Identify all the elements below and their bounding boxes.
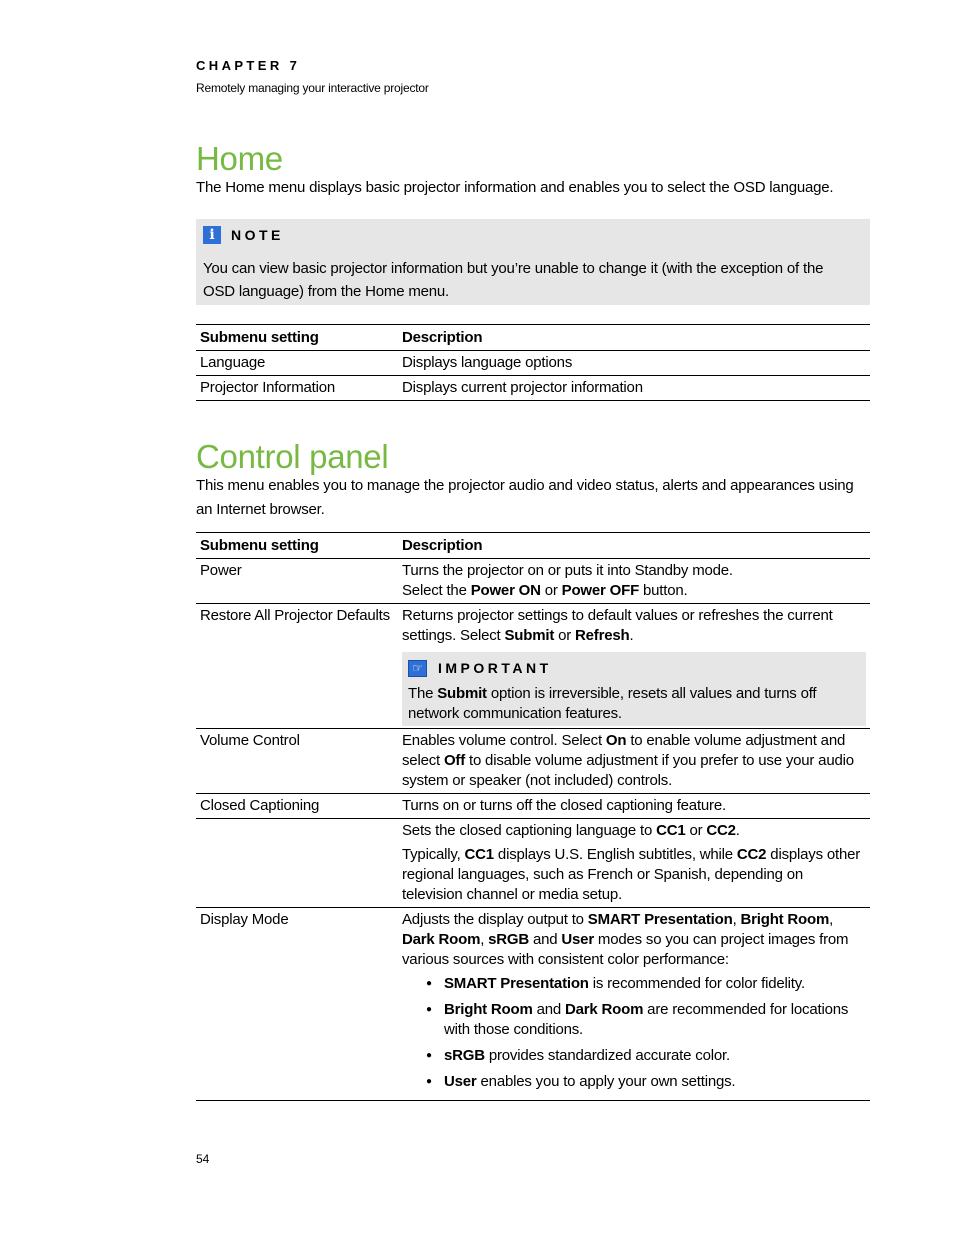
description-line [402,581,866,601]
bold-text: Dark Room [402,931,481,948]
table-row [196,376,870,401]
important-box [402,652,866,726]
pointing-hand-icon: ☞ [408,660,427,677]
table-header-cell: Submenu setting [196,325,398,351]
bold-text: SMART Presentation [444,975,589,992]
text: enables you to apply your own settings. [476,1073,736,1090]
text: and [532,1001,565,1018]
home-submenu-table [196,324,870,401]
control-panel-table [196,532,870,1101]
text: The [408,685,438,702]
text: provides standardized accurate color. [484,1047,730,1064]
description-line [402,910,866,970]
setting-name-empty [196,819,398,908]
table-header-row [196,325,870,351]
setting-description [398,908,870,1101]
display-mode-list [402,974,866,1092]
important-title: IMPORTANT [438,660,552,676]
table-header-cell: Description [398,325,870,351]
setting-description: Turns on or turns off the closed captioning feature. [398,794,870,819]
info-icon: i [203,226,221,244]
setting-name: Volume Control [196,729,398,794]
text: Sets the closed captioning language to [402,822,657,839]
setting-name: Display Mode [196,908,398,1101]
bold-text: Bright Room [740,911,830,928]
control-panel-heading: Control panel [196,438,389,475]
text: . [735,822,740,839]
table-row-power [196,559,870,604]
text: modes so you can project images from various sources with consistent color performance: [402,931,849,968]
bold-text: User [561,931,594,948]
description-line: Turns the projector on or puts it into Standby mode. [402,562,733,579]
text: and [529,931,562,948]
list-item [426,1072,866,1092]
description-line [402,821,866,841]
table-cell: Displays language options [398,351,870,376]
chapter-subtitle: Remotely managing your interactive projector [196,81,429,95]
table-row-restore-defaults [196,604,870,729]
text: is recommended for color fidelity. [588,975,805,992]
text: or [540,582,562,599]
bold-text: User [444,1073,477,1090]
bold-text: Submit [437,685,487,702]
text: option is irreversible, resets all values and turns off network communication features. [408,685,817,722]
home-heading: Home [196,140,283,177]
home-intro: The Home menu displays basic projector information and enables you to select the OSD language. [196,179,834,196]
text: are recommended for locations with those conditions. [444,1001,849,1038]
table-row-volume [196,729,870,794]
setting-name: Restore All Projector Defaults [196,604,398,729]
bold-text: Off [443,752,466,769]
list-item [426,1000,866,1040]
text: Adjusts the display output to [402,911,588,928]
bold-text: sRGB [444,1047,485,1064]
text: Returns projector settings to default values or refreshes the current settings. Select [402,607,833,644]
important-body [408,684,860,724]
list-item [426,974,866,994]
table-cell: Displays current projector information [398,376,870,401]
bold-text: CC2 [706,822,736,839]
description-line [402,845,866,905]
table-header-cell: Description [398,533,870,559]
setting-description [398,559,870,604]
text: displays other regional languages, such as French or Spanish, depending on television channel or media setup. [402,846,861,903]
text: to disable volume adjustment if you prefer to use your audio system or speaker (not included) controls. [402,752,854,789]
table-row-display-mode [196,908,870,1101]
control-panel-intro: This menu enables you to manage the projector audio and video status, alerts and appearances using an Internet browser. [196,477,854,518]
text: Enables volume control. Select [402,732,606,749]
bold-text: SMART Presentation [587,911,733,928]
bold-text: Dark Room [565,1001,644,1018]
bold-text: Submit [504,627,555,644]
text: Select the [402,582,471,599]
text: or [685,822,707,839]
table-header-cell: Submenu setting [196,533,398,559]
table-row [196,351,870,376]
bold-text: Power ON [470,582,541,599]
setting-description [398,729,870,794]
setting-description [398,604,870,729]
text: . [629,627,634,644]
bold-text: Power OFF [561,582,640,599]
setting-description [398,819,870,908]
bold-text: CC2 [736,846,767,863]
text: , [480,931,489,948]
page-number: 54 [196,1152,210,1166]
bold-text: Refresh [575,627,630,644]
text: , [829,911,834,928]
bold-text: CC1 [656,822,686,839]
bold-text: On [605,732,627,749]
table-cell: Language [196,351,398,376]
text: to enable volume adjustment and select [402,732,846,769]
table-row-closed-captioning-language [196,819,870,908]
bold-text: CC1 [464,846,494,863]
setting-name: Closed Captioning [196,794,398,819]
note-body: You can view basic projector information but you’re unable to change it (with the exception of the OSD language) from the Home menu. [203,260,824,300]
chapter-label: CHAPTER 7 [196,58,301,73]
bold-text: Bright Room [444,1001,533,1018]
table-header-row [196,533,870,559]
text: , [732,911,741,928]
important-header [408,658,860,678]
bold-text: sRGB [488,931,530,948]
text: Typically, [402,846,465,863]
text: displays U.S. English subtitles, while [493,846,737,863]
description-line [402,606,866,646]
text: or [554,627,576,644]
note-header [203,226,284,244]
note-box [196,219,870,305]
table-row-closed-captioning [196,794,870,819]
note-title: NOTE [231,227,284,243]
setting-name: Power [196,559,398,604]
text: button. [639,582,688,599]
table-cell: Projector Information [196,376,398,401]
list-item [426,1046,866,1066]
